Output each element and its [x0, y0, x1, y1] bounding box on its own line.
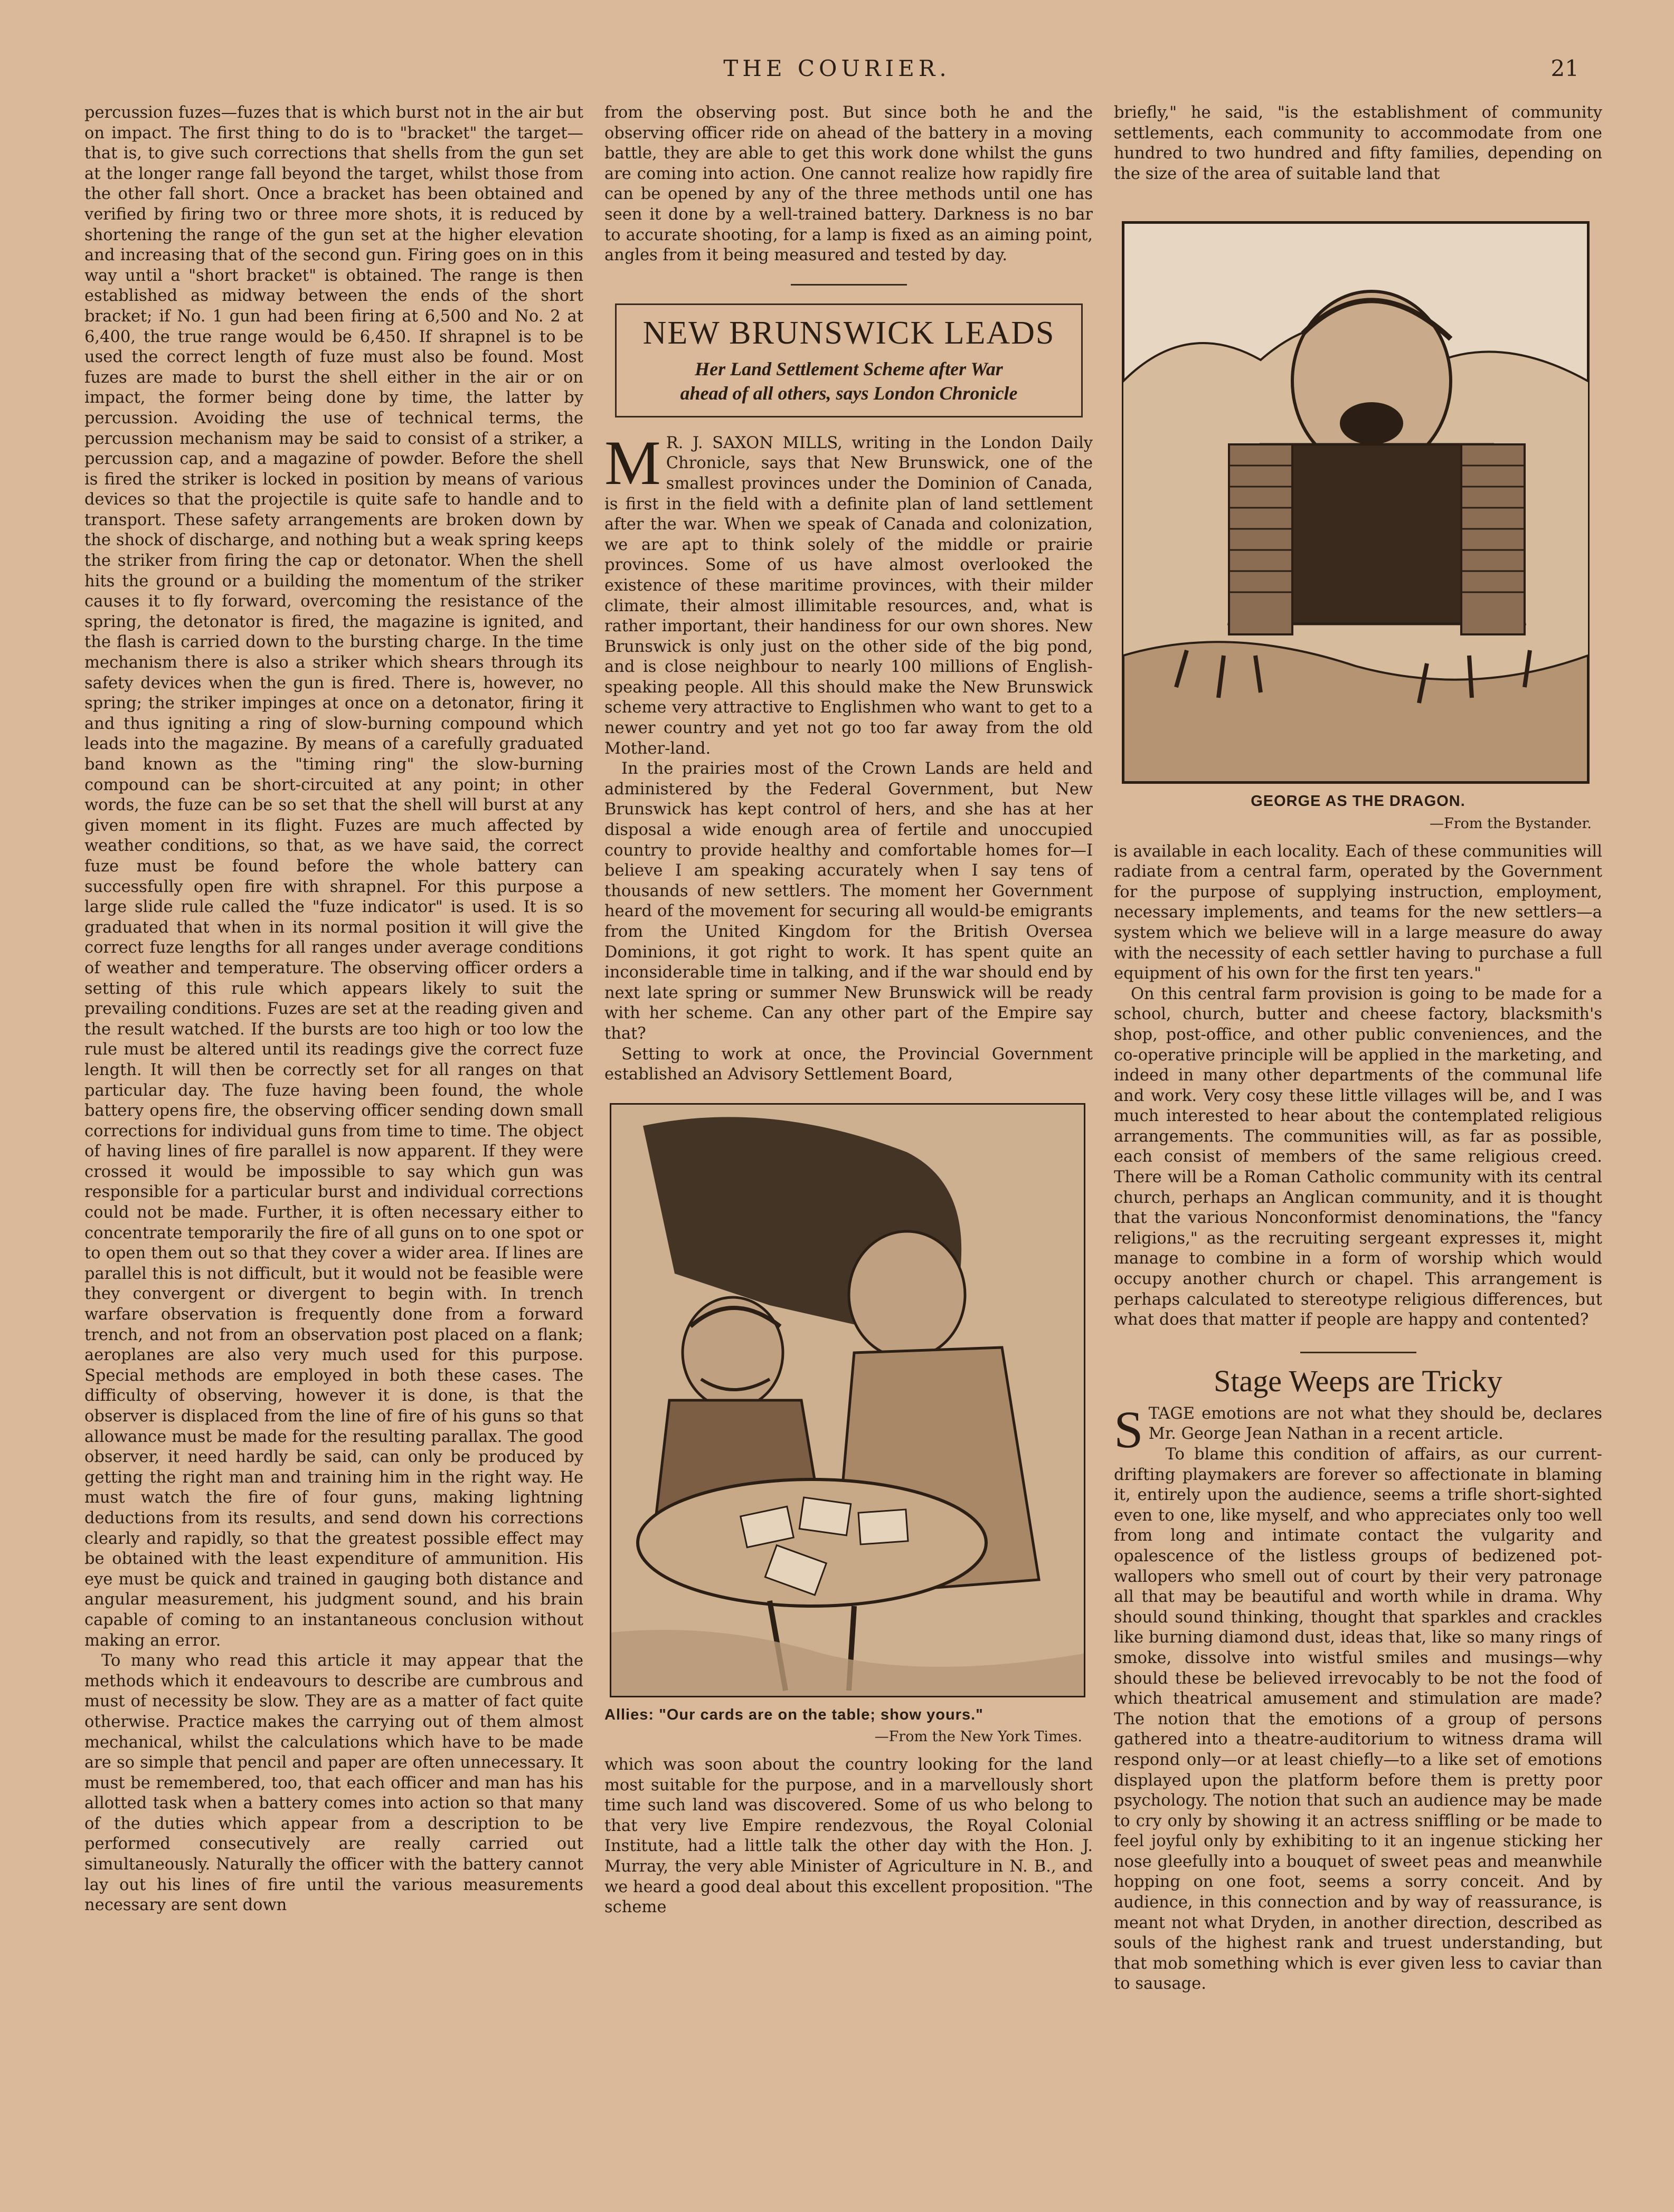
- running-head: THE COURIER.: [723, 55, 951, 81]
- drop-cap: S: [1114, 1400, 1143, 1459]
- article-paragraph: [604, 427, 1093, 760]
- article-paragraph: [1114, 1400, 1602, 1459]
- cartoon-credit: —From the Bystander.: [1430, 815, 1592, 832]
- column-3: [1114, 103, 1602, 2177]
- article-paragraph: percussion fuzes—fuzes that is which burst not in the air but on impact. The first thing to do is to "bracket" the target—that is, to give such corrections that shells from the gun set at the longer range fall beyond the target, whilst those from the other fall short. Once a bracket has been obtained and verified by firing two or three more shots, it is reduced by shortening the range of the gun set at the higher elevation and increasing that of the second gun. Firing goes on in this way until a "short bracket" is obtained. The range is then established as midway between the ends of the short bracket; if No. 1 gun had been firing at 6,500 and No. 2 at 6,400, the true range would be 6,450. If shrapnel is to be used the correct length of fuze must also be found. Most fuzes are made to burst the shell either in the air or on impact, the former being done by time, the latter by percussion. Avoiding the use of technical terms, the percussion mechanism may be said to consist of a striker, a percussion cap, and a magazine of powder. Before the shell is fired the striker is locked in position by means of various devices so that the projectile is quite safe to handle and to transport. These safety arrangements are broken down by the shock of discharge, and nothing but a weak spring keeps the striker from firing the cap or detonator. When the shell hits the ground or a building the momentum of the striker causes it to fly forward, overcoming the resistance of the spring, the detonator is fired, the magazine is ignited, and the flash is carried down to the bursting charge. In the time mechanism there is also a striker which shears through its safety devices when the gun is fired. There is, however, no spring; the striker impinges at once on a detonator, firing it and thus igniting a ring of slow-burning compound which leads into the magazine. By means of a carefully graduated band known as the "timing ring" the slow-burning compound can be short-circuited at any point; in other words, the fuze can be so set that the shell will burst at any given moment in its flight. Fuzes are much affected by weather conditions, so that, as we have said, the correct fuze must be found before the whole battery can successfully open fire with shrapnel. For this purpose a large slide rule called the "fuze indicator" is used. It is so graduated that when in its normal position it will give the correct fuze lengths for all ranges under average conditions of weather and temperature. The observing officer orders a setting of this rule which appears likely to suit the prevailing conditions. Fuzes are set at the reading given and the result watched. If the bursts are too high or too low the rule must be altered until its readings give the correct fuze length. It will then be correctly set for all ranges on that particular day. The fuze having been found, the whole battery opens fire, the observing officer sending down small corrections for individual guns from time to time. The object of having lines of fire parallel is now apparent. If they were crossed it would be impossible to say which gun was responsible for a particular burst and individual corrections could not be made. Further, it is often necessary either to concentrate temporarily the fire of all guns on to one spot or to open them out so that they cover a wider area. If lines are parallel this is not difficult, but it would not be feasible were they convergent or divergent to begin with. In trench warfare observation is frequently done from a forward trench, and not from an observation post placed on a flank; aeroplanes are also very much used for this purpose. Special methods are employed in both these cases. The difficulty of observing, however it is done, is that the observer is displaced from the line of fire of his guns so that allowance must be made for the resulting parallax. The good observer, it need hardly be said, can only be produced by getting the right man and training him in the right way. He must watch the fire of four guns, making lightning deductions from its results, and send down his corrections clearly and rapidly, so that the greatest possible effect may be obtained with the least expenditure of ammunition. His eye must be quick and trained in gauging both distance and angular measurement, his judgment sound, and his brain capable of coming to an instantaneous conclusion without making an error.: [84, 103, 583, 1650]
- cartoon-dragon-illustration: [1122, 221, 1590, 784]
- cartoon-credit: —From the New York Times.: [874, 1729, 1082, 1745]
- column-2: [604, 103, 1093, 2177]
- paragraph-text: TAGE emotions are not what they should be, declares Mr. George Jean Nathan in a recent article.: [1148, 1404, 1602, 1444]
- drop-cap: M: [604, 427, 661, 498]
- subheadline: Her Land Settlement Scheme after War: [695, 358, 1003, 379]
- article-paragraph: To many who read this article it may appear that the methods which it endeavours to describe are cumbrous and must of necessity be slow. They are as a matter of fact quite otherwise. Practice makes the carrying out of them almost mechanical, whilst the calculations which have to be made are so simple that pencil and paper are often unnecessary. It must be remembered, too, that each officer and man has his allotted task when a battery comes into action so that many of the duties which appear from a description to be performed consecutively are really carried out simultaneously. Naturally the officer with the battery cannot lay out his lines of fire until the various measurements necessary are sent down: [84, 1651, 583, 1915]
- divider-rule: [791, 284, 907, 286]
- page-number: 21: [1550, 55, 1579, 81]
- cartoon-drawing: [1123, 223, 1588, 782]
- cartoon-allies-illustration: [610, 1103, 1085, 1697]
- section-title: Stage Weeps are Tricky: [1214, 1363, 1502, 1398]
- cartoon-drawing: [611, 1105, 1084, 1696]
- paragraph-text: R. J. SAXON MILLS, writing in the London Daily Chronicle, says that New Brunswick, one of the smallest provinces under the Dominion of Canada, is first in the field with a definite plan of land settlement after the war. When we speak of Canada and colonization, we are apt to think solely of the middle or prairie provinces. Some of us have almost overlooked the existence of these maritime provinces, with their milder climate, their almost illimitable resources, and, what is rather important, their handiness for our own shores. New Brunswick is only just on the other side of the big pond, and is close neighbour to nearly 100 millions of English-speaking people. All this should make the New Brunswick scheme very attractive to Englishmen who want to get to a newer country and yet not go too far away from the old Mother-land.: [604, 433, 1093, 758]
- column-1: [84, 103, 583, 2177]
- cartoon-caption: Allies: "Our cards are on the table; show yours.": [604, 1706, 983, 1723]
- article-paragraph: Setting to work at once, the Provincial Government established an Advisory Settlement Board,: [604, 1045, 1093, 1084]
- headline-box: [615, 303, 1083, 417]
- article-paragraph: In the prairies most of the Crown Lands are held and administered by the Federal Government, but New Brunswick has kept control of hers, and she has at her disposal a wide enough area of fertile and unoccupied country to provide healthy and comfortable homes for—I believe I am speaking accurately when I say tens of thousands of new settlers. The moment her Government heard of the movement for securing all would-be emigrants from the United Kingdom for the British Oversea Dominions, it got right to work. It has spent quite an inconsiderable time in talking, and if the war should end by next late spring or summer New Brunswick will be ready with her scheme. Can any other part of the Empire say that?: [604, 760, 1093, 1043]
- subheadline: ahead of all others, says London Chronicle: [680, 382, 1018, 404]
- article-paragraph: On this central farm provision is going to be made for a school, church, butter and cheese factory, blacksmith's shop, post-office, and other public conveniences, and the co-operative principle will be applied in the marketing, and indeed in many other departments of the communal life and work. Very cosy these little villages will be, and I was much interested to hear about the contemplated religious arrangements. The communities will, as far as possible, each consist of members of the same religious creed. There will be a Roman Catholic community with its central church, perhaps an Anglican community, and it is thought that the various Nonconformist denominations, the "fancy religions," as the recruiting sergeant expresses it, might manage to combine in a form of worship which would occupy another church or chapel. This arrangement is perhaps calculated to stereotype religious differences, but what does that matter if people are happy and contented?: [1114, 984, 1602, 1330]
- headline: NEW BRUNSWICK LEADS: [642, 315, 1055, 351]
- article-paragraph: is available in each locality. Each of these communities will radiate from a central farm, operated by the Government for the purpose of supplying instruction, employment, necessary implements, and teams for the new settlers—a system which we believe will in a large measure do away with the necessity of each settler having to purchase a full equipment of his own for the first ten years.": [1114, 842, 1602, 983]
- article-paragraph: from the observing post. But since both he and the observing officer ride on ahead of the battery in a moving battle, they are able to get this work done whilst the guns are coming into action. One cannot realize how rapidly fire can be opened by any of the three methods until one has seen it done by a well-trained battery. Darkness is no bar to accurate shooting, for a lamp is fixed as an aiming point, angles from it being measured and tested by day.: [604, 103, 1093, 265]
- article-paragraph: briefly," he said, "is the establishment of community settlements, each community to accommodate from one hundred to two hundred and fifty families, depending on the size of the area of suitable land that: [1114, 103, 1602, 183]
- divider-rule: [1300, 1352, 1416, 1353]
- article-paragraph: which was soon about the country looking for the land most suitable for the purpose, and in a marvellously short time such land was discovered. Some of us who belong to that very live Empire rendezvous, the Royal Colonial Institute, had a little talk the other day with the Hon. J. Murray, the very able Minister of Agriculture in N. B., and we heard a good deal about this excellent proposition. "The scheme: [604, 1755, 1093, 1917]
- article-paragraph: To blame this condition of affairs, as our current-drifting playmakers are forever so affectionate in blaming it, entirely upon the audience, seems a trifle short-sighted even to one, like myself, and who appreciates only too well from long and intimate contact the vulgarity and opalescence of the listless groups of bedizened pot-wallopers who smell out of court by their very patronage all that may be beautiful and worth while in drama. Why should sound thinking, thought that sparkles and crackles like burning diamond dust, ideas that, like so many rings of smoke, dissolve into wistful smiles and musings—why should these be believed irrevocably to be not the food of which theatrical amusement and stimulation are made? The notion that the emotions of a group of persons gathered into a theatre-auditorium to witness drama will respond only—or at least chiefly—to a like set of emotions displayed upon the platform before them is pretty poor psychology. The notion that such an audience may be made to cry only by showing it an actress sniffling or be made to feel joyful only by exhibiting to it an ingenue sticking her nose gleefully into a bouquet of sweet peas and meanwhile hopping on one foot, seems a sorry conceit. And by audience, in this connection and by way of reassurance, is meant not what Dryden, in another direction, described as souls of the highest rank and truest understanding, but that mob something which is ever given less to caviar than to sausage.: [1114, 1445, 1602, 1993]
- cartoon-caption: GEORGE AS THE DRAGON.: [1251, 793, 1465, 810]
